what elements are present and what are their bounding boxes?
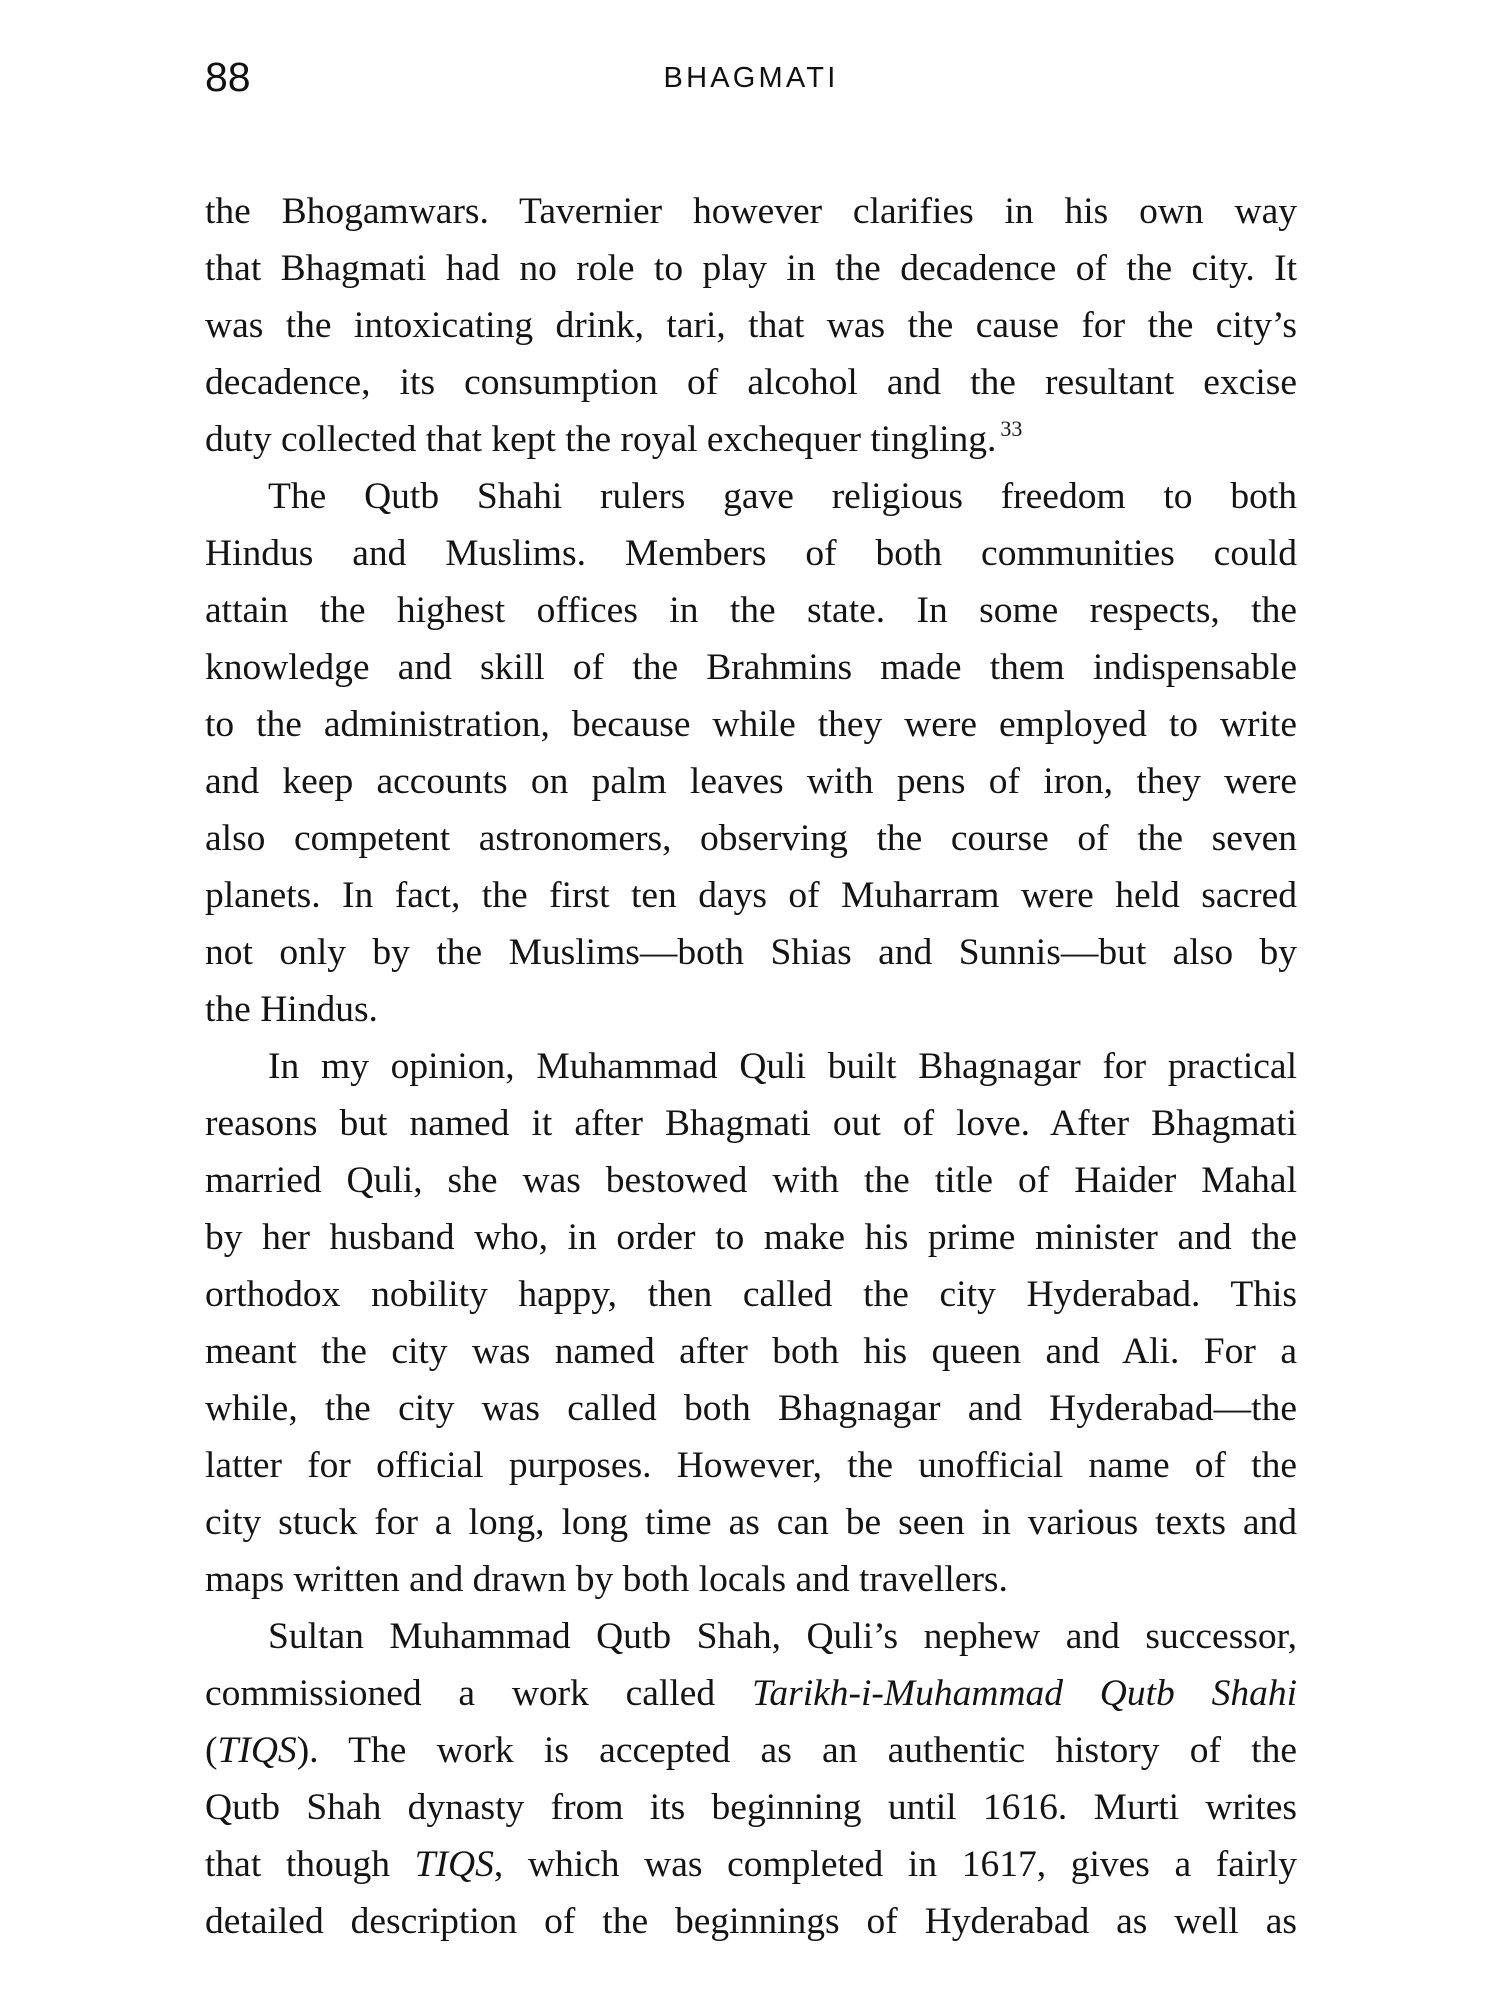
italic-abbreviation: TIQS: [217, 1730, 297, 1771]
paragraph: [205, 1038, 1297, 1608]
text-line: the Bhogamwars. Tavernier however clarifies in his own way: [205, 191, 1297, 232]
text-line: latter for official purposes. However, the unofficial name of the: [205, 1445, 1297, 1486]
text-line: was the intoxicating drink, tari, that was the cause for the city’s: [205, 305, 1297, 346]
text-line: decadence, its consumption of alcohol and the resultant excise: [205, 362, 1297, 403]
text-line: detailed description of the beginnings of Hyderabad as well as: [205, 1901, 1297, 1942]
text-line: knowledge and skill of the Brahmins made them indispensable: [205, 647, 1297, 688]
text-segment: commissioned a work called: [205, 1673, 752, 1714]
text-line: to the administration, because while they were employed to write: [205, 704, 1297, 745]
text-line: [205, 411, 1297, 468]
text-line: planets. In fact, the first ten days of Muharram were held sacred: [205, 875, 1297, 916]
text-segment: , which was completed in 1617, gives a fairly: [493, 1844, 1297, 1885]
running-header: [205, 52, 1297, 102]
text-line: reasons but named it after Bhagmati out of love. After Bhagmati: [205, 1103, 1297, 1144]
running-title: BHAGMATI: [663, 62, 839, 94]
text-line: [205, 1722, 1297, 1779]
text-line: maps written and drawn by both locals and travellers.: [205, 1559, 1008, 1600]
text-line: city stuck for a long, long time as can be seen in various texts and: [205, 1502, 1297, 1543]
text-line-content: duty collected that kept the royal exchequer tingling.: [205, 419, 997, 460]
text-line: and keep accounts on palm leaves with pens of iron, they were: [205, 761, 1297, 802]
text-line: not only by the Muslims—both Shias and Sunnis—but also by: [205, 932, 1297, 973]
text-line: the Hindus.: [205, 989, 378, 1030]
text-line: Sultan Muhammad Qutb Shah, Quli’s nephew and successor,: [268, 1616, 1297, 1657]
paragraph: [205, 468, 1297, 1038]
text-line: by her husband who, in order to make his prime minister and the: [205, 1217, 1297, 1258]
text-line: while, the city was called both Bhagnagar and Hyderabad—the: [205, 1388, 1297, 1429]
page-number: 88: [205, 54, 251, 100]
text-line: [205, 1836, 1297, 1893]
italic-work-title: Tarikh-i-Muhammad Qutb Shahi: [751, 1673, 1297, 1714]
text-segment: that though: [205, 1844, 415, 1885]
text-line: Qutb Shah dynasty from its beginning until 1616. Murti writes: [205, 1787, 1297, 1828]
text-line: attain the highest offices in the state. In some respects, the: [205, 590, 1297, 631]
text-line: In my opinion, Muhammad Quli built Bhagnagar for practical: [268, 1046, 1297, 1087]
text-line: Hindus and Muslims. Members of both communities could: [205, 533, 1297, 574]
body-text: [205, 183, 1297, 1950]
footnote-reference[interactable]: 33: [1000, 416, 1023, 441]
italic-abbreviation: TIQS: [414, 1844, 494, 1885]
text-segment: (: [205, 1730, 218, 1771]
text-line: also competent astronomers, observing the course of the seven: [205, 818, 1297, 859]
text-line: [205, 1665, 1297, 1722]
text-segment: ). The work is accepted as an authentic history of the: [296, 1730, 1297, 1771]
text-line: married Quli, she was bestowed with the title of Haider Mahal: [205, 1160, 1297, 1201]
paragraph: [205, 183, 1297, 468]
text-line: that Bhagmati had no role to play in the decadence of the city. It: [205, 248, 1297, 289]
paragraph: [205, 1608, 1297, 1950]
text-line: orthodox nobility happy, then called the city Hyderabad. This: [205, 1274, 1297, 1315]
text-line: The Qutb Shahi rulers gave religious freedom to both: [268, 476, 1297, 517]
text-line: meant the city was named after both his queen and Ali. For a: [205, 1331, 1297, 1372]
